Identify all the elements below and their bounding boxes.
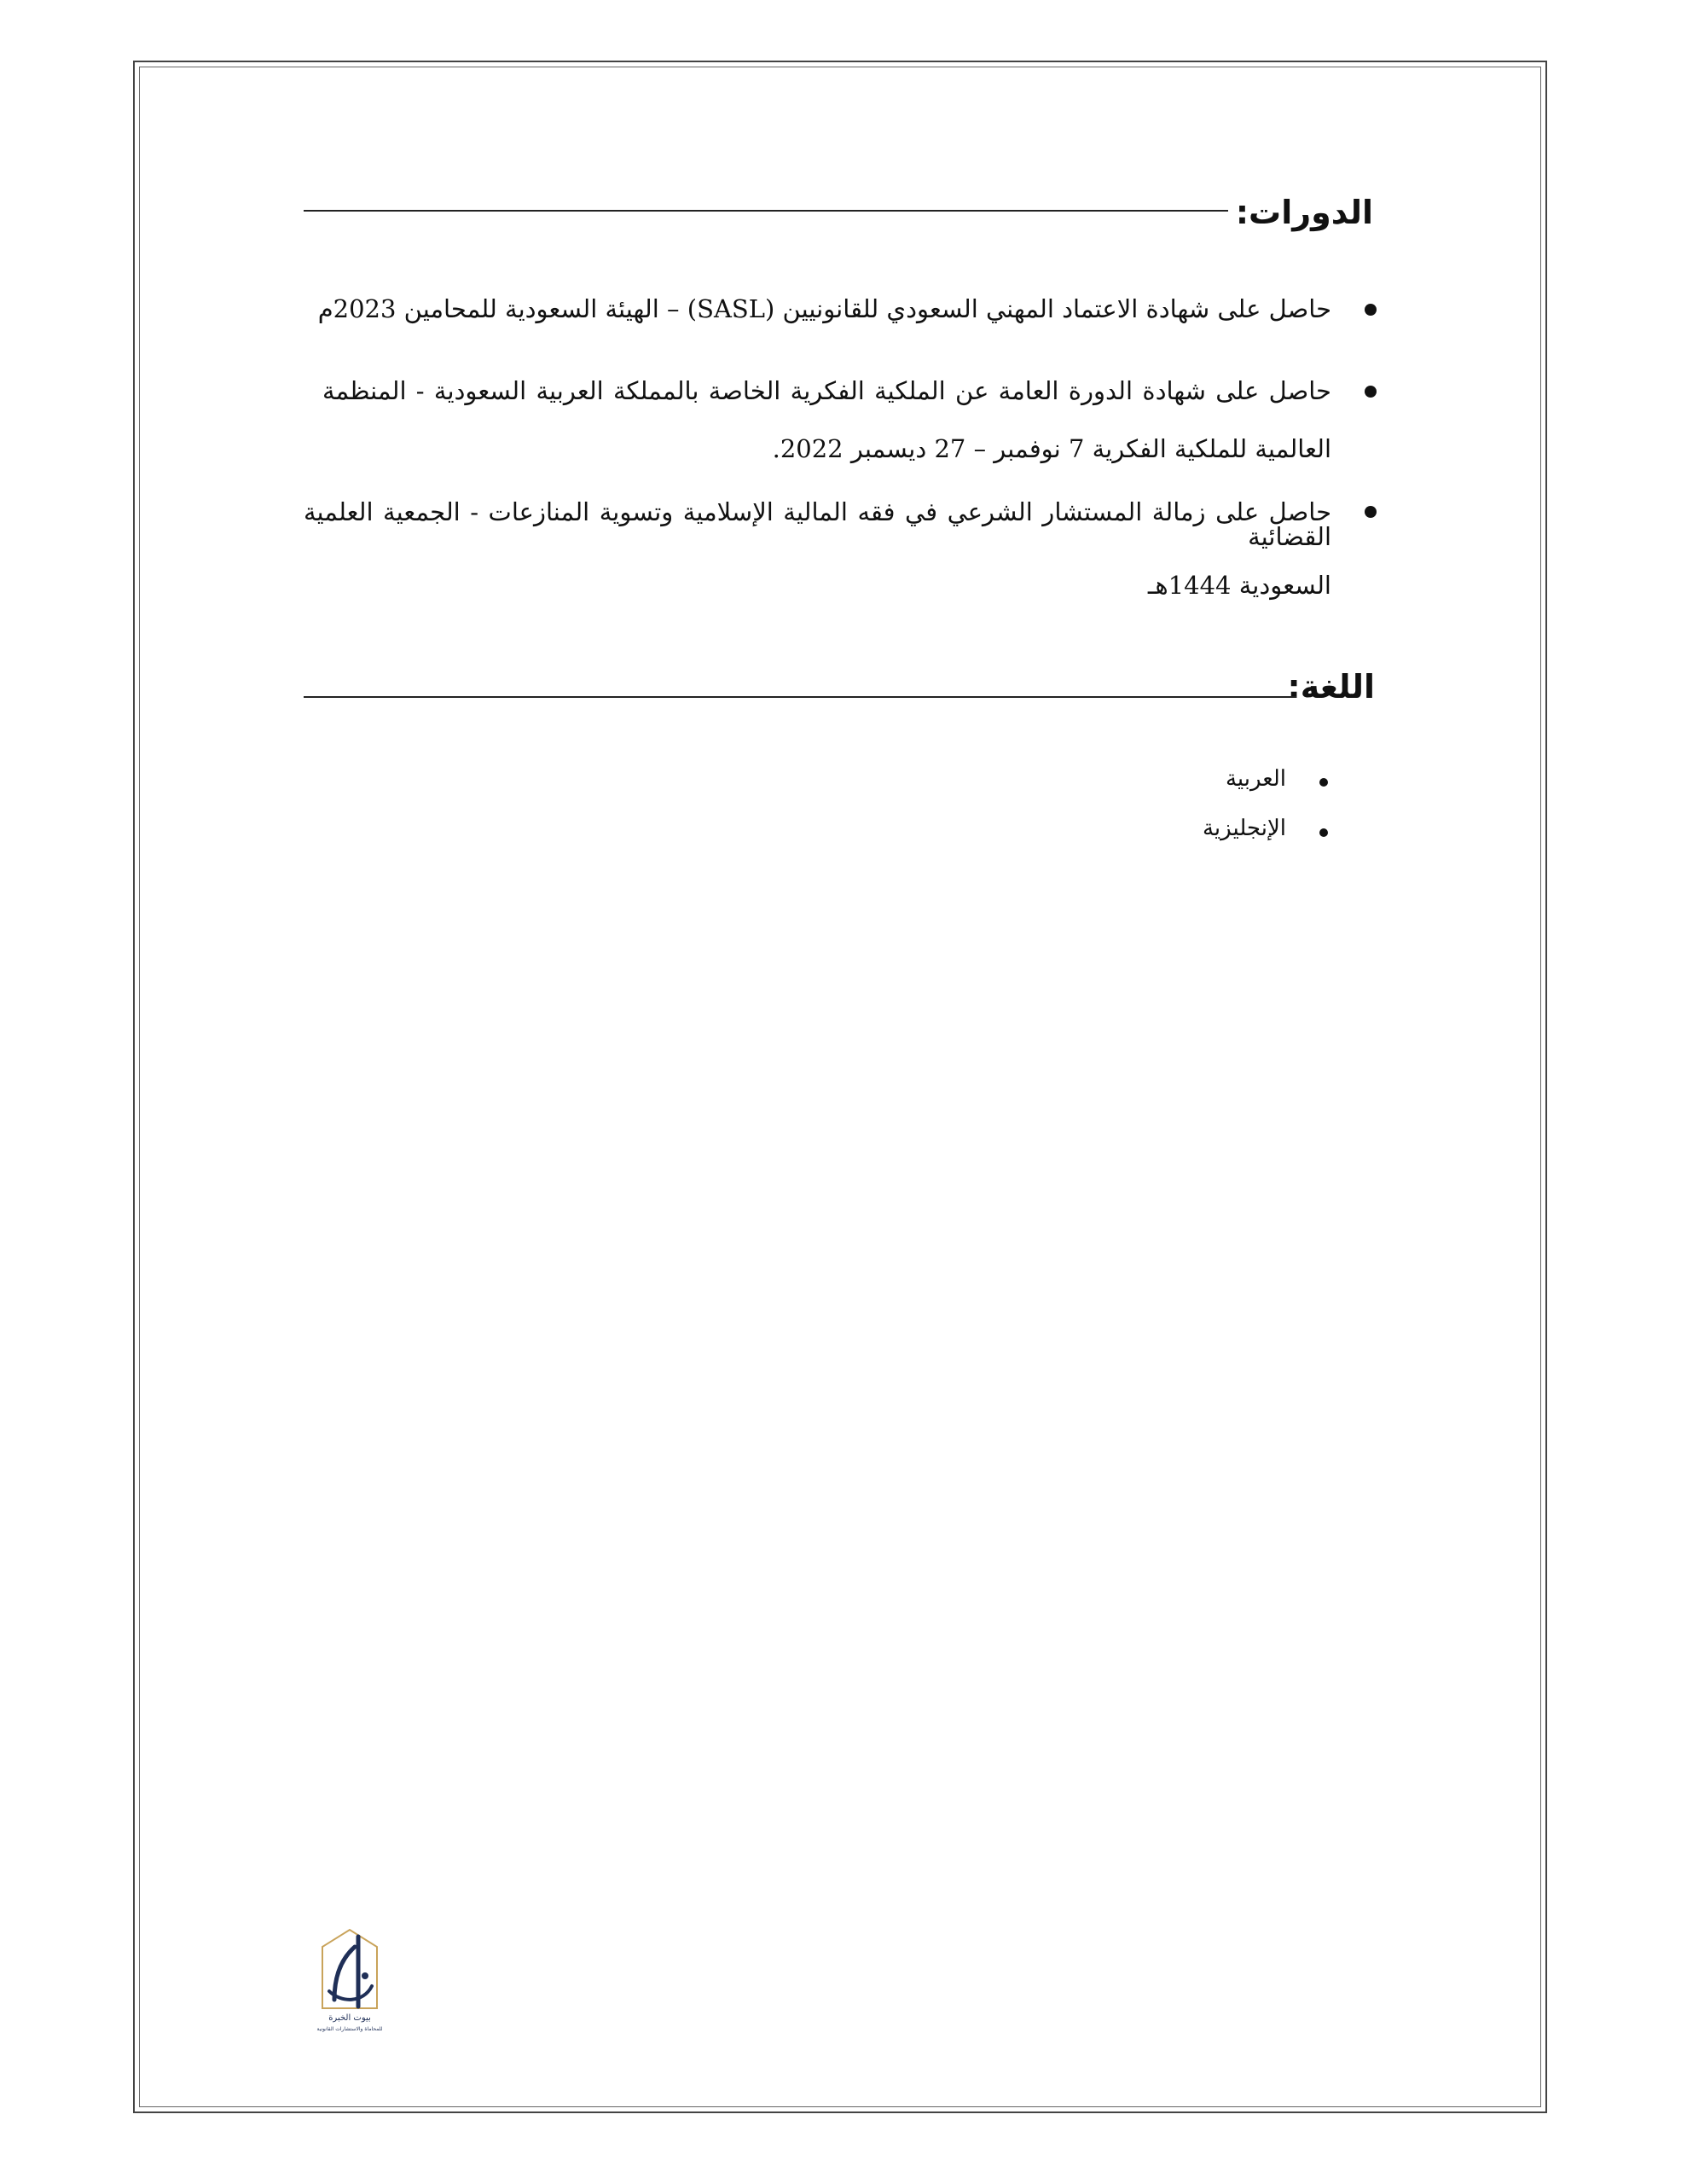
course-item-3-line-2: السعودية 1444هـ [1147, 571, 1331, 600]
course-bullet [1365, 386, 1377, 398]
language-heading-rule [304, 696, 1296, 698]
language-item-arabic: العربية [1225, 766, 1286, 792]
company-logo [316, 1925, 409, 2036]
course-item-1-line-1: حاصل على شهادة الاعتماد المهني السعودي للقانونيين (SASL) – الهيئة السعودية للمحامين 2023م [317, 294, 1331, 323]
logo-calligraphy-dot [362, 1972, 368, 1979]
language-bullet [1319, 778, 1328, 787]
language-heading: اللغة: [1287, 668, 1375, 706]
language-item-english: الإنجليزية [1202, 816, 1286, 841]
language-bullet [1319, 828, 1328, 837]
course-item-2-line-2: العالمية للملكية الفكرية 7 نوفمبر – 27 ديسمبر 2022. [772, 434, 1331, 463]
logo-name-text: بيوت الخبرة [328, 2013, 371, 2023]
course-item-3-line-1: حاصل على زمالة المستشار الشرعي في فقه المالية الإسلامية وتسوية المنازعات - الجمعية العلمية القضائية [304, 497, 1331, 551]
course-bullet [1365, 506, 1377, 518]
page-border-inner [139, 67, 1541, 2107]
courses-heading-rule [304, 210, 1228, 212]
logo-calligraphy-stroke [334, 1947, 355, 2000]
logo-house-outline [322, 1930, 377, 2008]
course-bullet [1365, 304, 1377, 316]
logo-subtitle-text: للمحاماة والاستشارات القانونية [316, 2026, 383, 2032]
courses-heading: الدورات: [1235, 194, 1373, 231]
course-item-2-line-1: حاصل على شهادة الدورة العامة عن الملكية الفكرية الخاصة بالمملكة العربية السعودية - المنظمة [322, 376, 1331, 405]
